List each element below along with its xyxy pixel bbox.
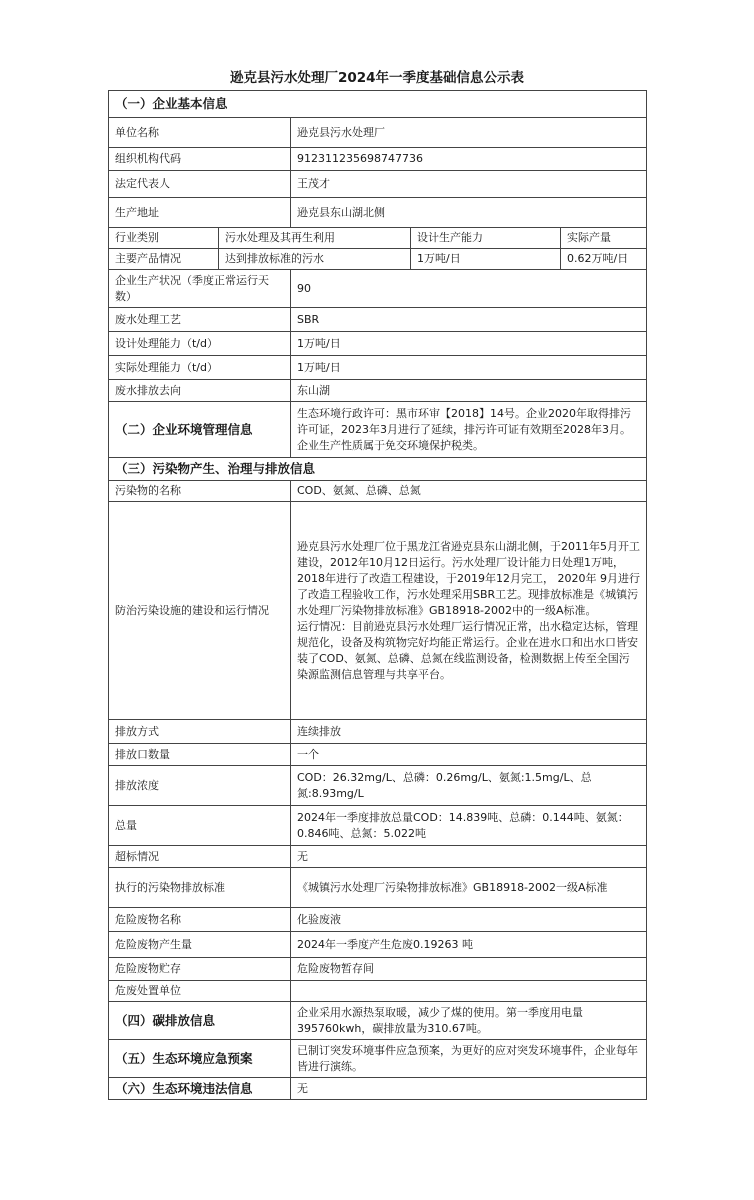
section-4-text: 企业采用水源热泵取暖，减少了煤的使用。第一季度用电量395760kwh，碳排放量为310.67吨。: [291, 1002, 647, 1040]
section-5-heading: （五）生态环境应急预案: [109, 1040, 291, 1078]
hazard-storage-value: 危险废物暂存间: [291, 958, 647, 981]
actual-cap-value: 1万吨/日: [291, 356, 647, 380]
section-5-text: 已制订突发环境事件应急预案，为更好的应对突发环境事件，企业每年皆进行演练。: [291, 1040, 647, 1078]
outlet-count-value: 一个: [291, 744, 647, 766]
design-cap-value: 1万吨/日: [291, 332, 647, 356]
actual-cap-label: 实际处理能力（t/d）: [109, 356, 291, 380]
hazard-amount-value: 2024年一季度产生危废0.19263 吨: [291, 932, 647, 958]
design-cap-label: 设计处理能力（t/d）: [109, 332, 291, 356]
destination-label: 废水排放去向: [109, 380, 291, 402]
concentration-value: COD：26.32mg/L、总磷：0.26mg/L、氨氮:1.5mg/L、总氮:8.93mg/L: [291, 766, 647, 806]
unit-name-value: 逊克县污水处理厂: [291, 118, 647, 148]
table-row: [109, 932, 647, 958]
discharge-mode-value: 连续排放: [291, 720, 647, 744]
destination-value: 东山湖: [291, 380, 647, 402]
hazard-name-label: 危险废物名称: [109, 908, 291, 932]
table-row: [109, 332, 647, 356]
facilities-value: [291, 502, 647, 720]
table-row: [109, 270, 647, 308]
process-label: 废水处理工艺: [109, 308, 291, 332]
exceed-label: 超标情况: [109, 846, 291, 868]
status-value: 90: [291, 270, 647, 308]
page-title: 逊克县污水处理厂2024年一季度基础信息公示表: [229, 70, 525, 86]
table-row: [109, 908, 647, 932]
facilities-operation-text: 运行情况：目前逊克县污水处理厂运行情况正常，出水稳定达标，管理规范化，设备及构筑物完好均能正常运行。企业在进水口和出水口皆安装了COD、氨氮、总磷、总氮在线监测设备，检测数据上传至全国污染源监测信息管理与共享平台。: [297, 619, 638, 681]
status-label: 企业生产状况（季度正常运行天数）: [109, 270, 291, 308]
table-row: [109, 1078, 647, 1100]
section-6-heading: （六）生态环境违法信息: [109, 1078, 291, 1100]
total-label: 总量: [109, 806, 291, 846]
table-row: [109, 356, 647, 380]
pollutants-value: COD、氨氮、总磷、总氮: [291, 481, 647, 502]
table-row: [109, 148, 647, 171]
discharge-mode-label: 排放方式: [109, 720, 291, 744]
section-1-heading: （一）企业基本信息: [109, 91, 647, 118]
table-row: [109, 249, 647, 270]
actual-output-value: 0.62万吨/日: [561, 249, 647, 270]
hazard-amount-label: 危险废物产生量: [109, 932, 291, 958]
section-6-text: 无: [291, 1078, 647, 1100]
hazard-disposal-label: 危废处置单位: [109, 981, 291, 1002]
table-row: [109, 981, 647, 1002]
table-row: [109, 502, 647, 720]
legal-rep-value: 王茂才: [291, 171, 647, 198]
org-code-label: 组织机构代码: [109, 148, 291, 171]
standard-value: 《城镇污水处理厂污染物排放标准》GB18918-2002一级A标准: [291, 868, 647, 908]
address-value: 逊克县东山湖北侧: [291, 198, 647, 228]
org-code-value: 912311235698747736: [291, 148, 647, 171]
table-row: [109, 744, 647, 766]
section-2-heading: （二）企业环境管理信息: [109, 402, 291, 458]
table-row: [109, 766, 647, 806]
industry-label: 行业类别: [109, 228, 219, 249]
hazard-storage-label: 危险废物贮存: [109, 958, 291, 981]
section-4-heading: （四）碳排放信息: [109, 1002, 291, 1040]
table-row: [109, 1002, 647, 1040]
address-label: 生产地址: [109, 198, 291, 228]
pollutants-label: 污染物的名称: [109, 481, 291, 502]
total-value: 2024年一季度排放总量COD：14.839吨、总磷：0.144吨、氨氮：0.846吨、总氮：5.022吨: [291, 806, 647, 846]
product-label: 主要产品情况: [109, 249, 219, 270]
table-row: [109, 806, 647, 846]
section-3-heading: （三）污染物产生、治理与排放信息: [109, 458, 647, 481]
info-table: [108, 90, 647, 1100]
design-capacity-label: 设计生产能力: [411, 228, 561, 249]
exceed-value: 无: [291, 846, 647, 868]
table-row: [109, 1040, 647, 1078]
table-row: [109, 171, 647, 198]
table-row: [109, 198, 647, 228]
concentration-label: 排放浓度: [109, 766, 291, 806]
product-value: 达到排放标准的污水: [219, 249, 411, 270]
unit-name-label: 单位名称: [109, 118, 291, 148]
facilities-construction-text: 逊克县污水处理厂位于黑龙江省逊克县东山湖北侧，于2011年5月开工建设，2012年10月12日运行。污水处理厂设计能力日处理1万吨， 2018年进行了改造工程建设，于2019年12月完工， 2020年 9月进行了改造工程验收工作，污水处理采用SBR工艺。现排放标准是《城镇污水处理厂污染物排放标准》GB18918-2002中的一级A标准。: [297, 539, 640, 617]
table-row: [109, 846, 647, 868]
design-capacity-value: 1万吨/日: [411, 249, 561, 270]
process-value: SBR: [291, 308, 647, 332]
hazard-name-value: 化验废液: [291, 908, 647, 932]
legal-rep-label: 法定代表人: [109, 171, 291, 198]
actual-output-label: 实际产量: [561, 228, 647, 249]
hazard-disposal-value: [291, 981, 647, 1002]
table-row: [109, 380, 647, 402]
table-row: [109, 868, 647, 908]
table-row: [109, 481, 647, 502]
outlet-count-label: 排放口数量: [109, 744, 291, 766]
standard-label: 执行的污染物排放标准: [109, 868, 291, 908]
section-2-text: 生态环境行政许可：黑市环审【2018】14号。企业2020年取得排污许可证，2023年3月进行了延续，排污许可证有效期至2028年3月。企业生产性质属于免交环境保护税类。: [291, 402, 647, 458]
table-row: [109, 720, 647, 744]
table-row: [109, 118, 647, 148]
industry-value: 污水处理及其再生利用: [219, 228, 411, 249]
facilities-label: 防治污染设施的建设和运行情况: [109, 502, 291, 720]
table-row: [109, 402, 647, 458]
section-heading-row: [109, 91, 647, 118]
table-row: [109, 228, 647, 249]
section-heading-row: [109, 458, 647, 481]
table-row: [109, 958, 647, 981]
table-row: [109, 308, 647, 332]
